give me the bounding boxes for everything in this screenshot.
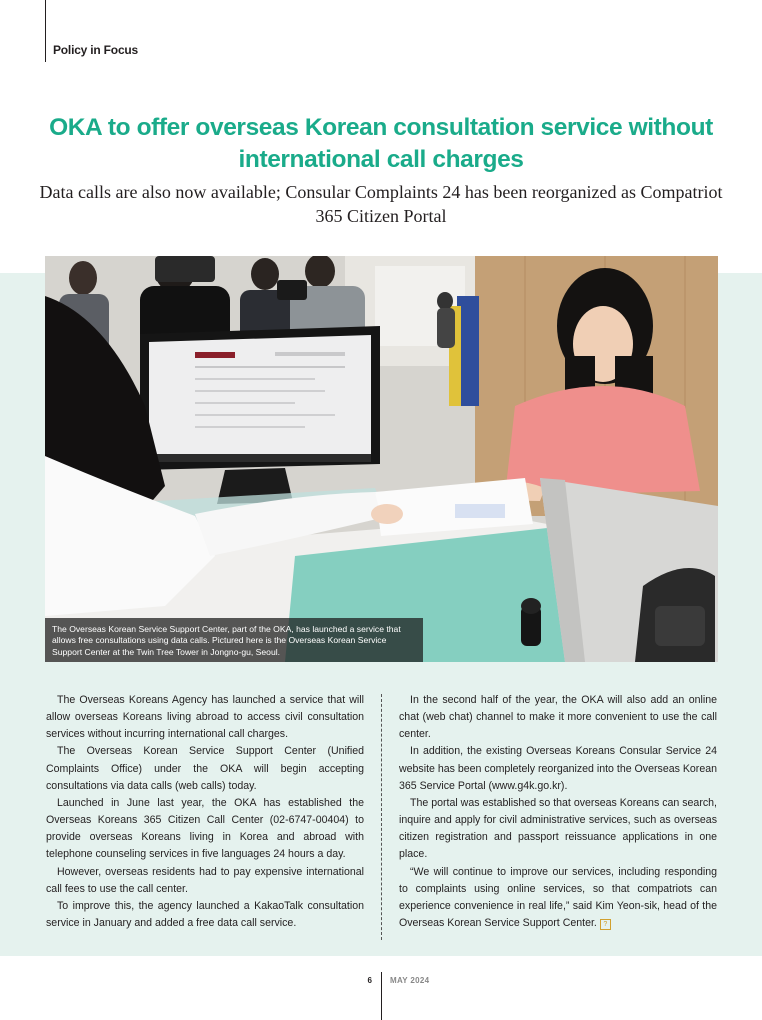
photo-caption: The Overseas Korean Service Support Center, part of the OKA, has launched a service that allows free consultations using data calls. Pictured here is the Overseas Korean Service Support Center at the Twin Tree Tower in Jongno-gu, Seoul. bbox=[45, 618, 423, 662]
article-headline: OKA to offer overseas Korean consultation service without international call charges bbox=[49, 114, 713, 173]
article-subhead: Data calls are also now available; Consular Complaints 24 has been reorganized as Compatriot 365 Citizen Portal bbox=[39, 182, 723, 226]
column-divider bbox=[381, 694, 382, 940]
paragraph: The portal was established so that overseas Koreans can search, inquire and apply for civil administrative services, such as overseas citizen registration and passport reissuance applications in one place. bbox=[399, 796, 717, 861]
paragraph: However, overseas residents had to pay expensive international call fees to use the call center. bbox=[46, 865, 364, 895]
issue-date: MAY 2024 bbox=[390, 976, 430, 985]
page-number: 6 bbox=[367, 976, 372, 985]
section-tag: Policy in Focus bbox=[53, 43, 139, 57]
paragraph: In addition, the existing Overseas Koreans Consular Service 24 website has been completely reorganized into the Overseas Korean 365 Service Portal (www.g4k.go.kr). bbox=[399, 745, 717, 792]
end-of-article-icon: ? bbox=[600, 919, 611, 930]
paragraph: Launched in June last year, the OKA has established the Overseas Koreans 365 Citizen Call Center (02-6747-00404) to provide overseas Koreans living in Korea and abroad with telephone counseling services in five languages 24 hours a day. bbox=[46, 796, 364, 861]
body-column-left bbox=[46, 692, 364, 932]
photo-illustration bbox=[45, 256, 718, 662]
paragraph: In the second half of the year, the OKA will also add an online chat (web chat) channel to make it more convenient to use the call center. bbox=[399, 694, 717, 741]
header-rule bbox=[45, 0, 46, 62]
paragraph: The Overseas Korean Service Support Center (Unified Complaints Office) under the OKA will begin accepting consultations via data calls (web calls) today. bbox=[46, 745, 364, 792]
paragraph: The Overseas Koreans Agency has launched a service that will allow overseas Koreans living abroad to access civil consultation services without incurring international call charges. bbox=[46, 694, 364, 741]
body-column-right bbox=[399, 692, 717, 932]
paragraph: To improve this, the agency launched a KakaoTalk consultation service in January and added a free data call service. bbox=[46, 899, 364, 930]
closing-text: “We will continue to improve our services, including responding to complaints using online services, so that compatriots can experience convenience in real life,” said Kim Yeon-sik, head of the Overseas Korean Service Support Center. bbox=[399, 865, 717, 930]
article-photo bbox=[45, 256, 718, 662]
closing-paragraph bbox=[399, 864, 717, 933]
footer-rule bbox=[381, 972, 382, 1020]
